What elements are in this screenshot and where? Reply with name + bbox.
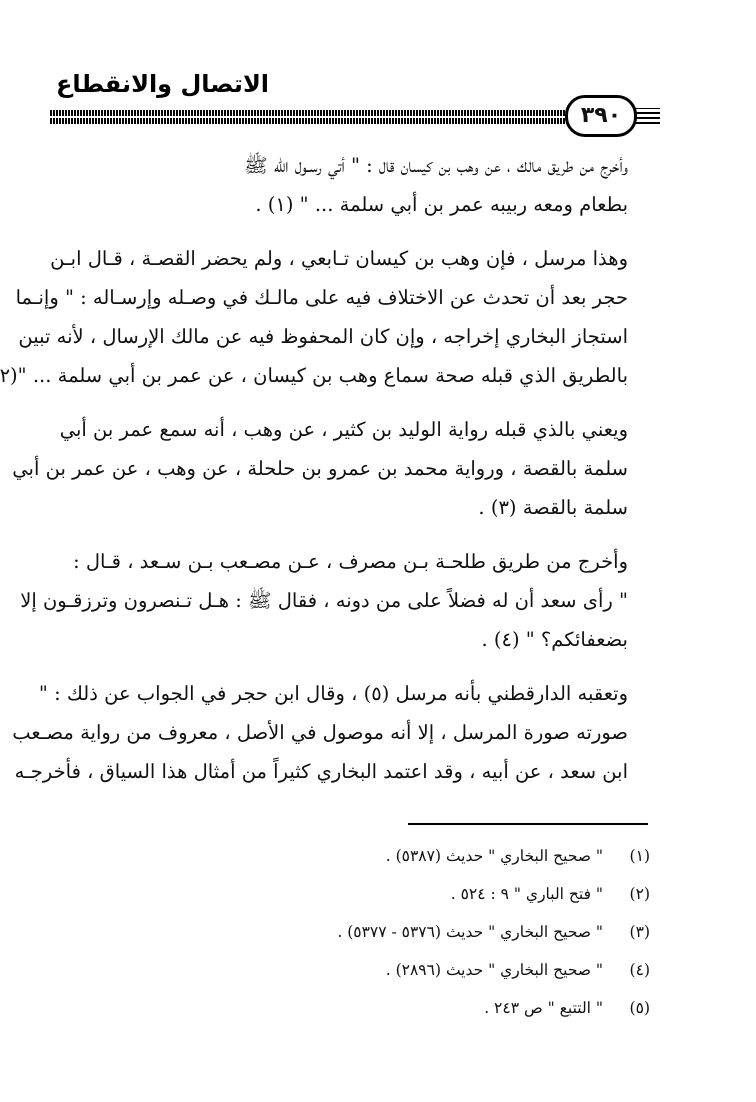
text-line: وهذا مرسل ، فإن وهب بن كيسان تـابعي ، ولم يحضر القصـة ، قـال ابـن (50, 247, 628, 270)
paragraph-3 (12, 410, 656, 527)
footnote-item (250, 994, 650, 1032)
paragraph-2 (0, 239, 656, 395)
text-line: استجاز البخاري إخراجه ، وإن كان المحفوظ فيه عن مالك الإرسال ، لأنه تبين (18, 325, 628, 348)
footnote-number: (٥) (629, 999, 650, 1017)
text-line: بضعفائكم؟ " (٤) . (481, 628, 628, 651)
footnote-text: " فتح الباري " ٩ : ٥٢٤ . (450, 885, 604, 903)
text-line: وأخرج من طريق مالك ، عن وهب بن كيسان قال : " أتي رسـول الله ﷺ (244, 154, 628, 177)
text-line: سلمة بالقصة (٣) . (478, 496, 628, 519)
page-number: ٣٩٠ (565, 95, 637, 137)
text-line: بطعام ومعه ربيبه عمر بن أبي سلمة ... " (١) . (255, 193, 628, 216)
footnote-text: " صحيح البخاري " حديث (٥٣٧٦ - ٥٣٧٧) . (337, 923, 604, 941)
footnote-item (250, 918, 650, 956)
text-line: سلمة بالقصة ، ورواية محمد بن عمرو بن حلحلة ، عن وهب ، عن عمر بن أبي (12, 457, 628, 480)
footnote-number: (٣) (629, 923, 650, 941)
footnotes (250, 842, 650, 1032)
text-line: " رأى سعد أن له فضلاً على من دونه ، فقال ﷺ : هـل تـنصرون وترزقـون إلا (20, 589, 628, 612)
footnote-item (250, 880, 650, 918)
text-line: بالطريق الذي قبله صحة سماع وهب بن كيسان ، عن عمر بن أبي سلمة ... "(٢ (0, 364, 628, 387)
footnote-text: " التتبع " ص ٢٤٣ . (484, 999, 604, 1017)
body-text (0, 146, 656, 806)
paragraph-4 (20, 542, 656, 659)
text-line: ابن سعد ، عن أبيه ، وقد اعتمد البخاري كثيراً من أمثال هذا السياق ، فأخرجـه (14, 760, 628, 783)
footnote-separator (408, 823, 648, 825)
text-line: وتعقبه الدارقطني بأنه مرسل (٥) ، وقال ابن حجر في الجواب عن ذلك : " (38, 682, 628, 705)
footnote-number: (٤) (629, 961, 650, 979)
text-line: صورته صورة المرسل ، إلا أنه موصول في الأصل ، معروف من رواية مصـعب (12, 721, 628, 744)
footnote-number: (٢) (629, 885, 650, 903)
running-header-title: الاتصال والانقطاع (56, 70, 270, 98)
footnote-item (250, 842, 650, 880)
text-line: ويعني بالذي قبله رواية الوليد بن كثير ، عن وهب ، أنه سمع عمر بن أبي (59, 418, 628, 441)
text-line: حجر بعد أن تحدث عن الاختلاف فيه على مالـك في وصـله وإرسـاله : " وإنـما (15, 286, 628, 309)
paragraph-1 (86, 146, 656, 224)
paragraph-5 (12, 674, 656, 791)
footnote-item (250, 956, 650, 994)
text-line: وأخرج من طريق طلحـة بـن مصرف ، عـن مصـعب بـن سـعد ، قـال : (73, 550, 628, 573)
footnote-text: " صحيح البخاري " حديث (٥٣٨٧) . (385, 847, 604, 865)
footnote-number: (١) (629, 847, 650, 865)
footnote-text: " صحيح البخاري " حديث (٢٨٩٦) . (385, 961, 604, 979)
header-rule-bottom (50, 118, 650, 124)
header-rule-top (50, 110, 650, 116)
